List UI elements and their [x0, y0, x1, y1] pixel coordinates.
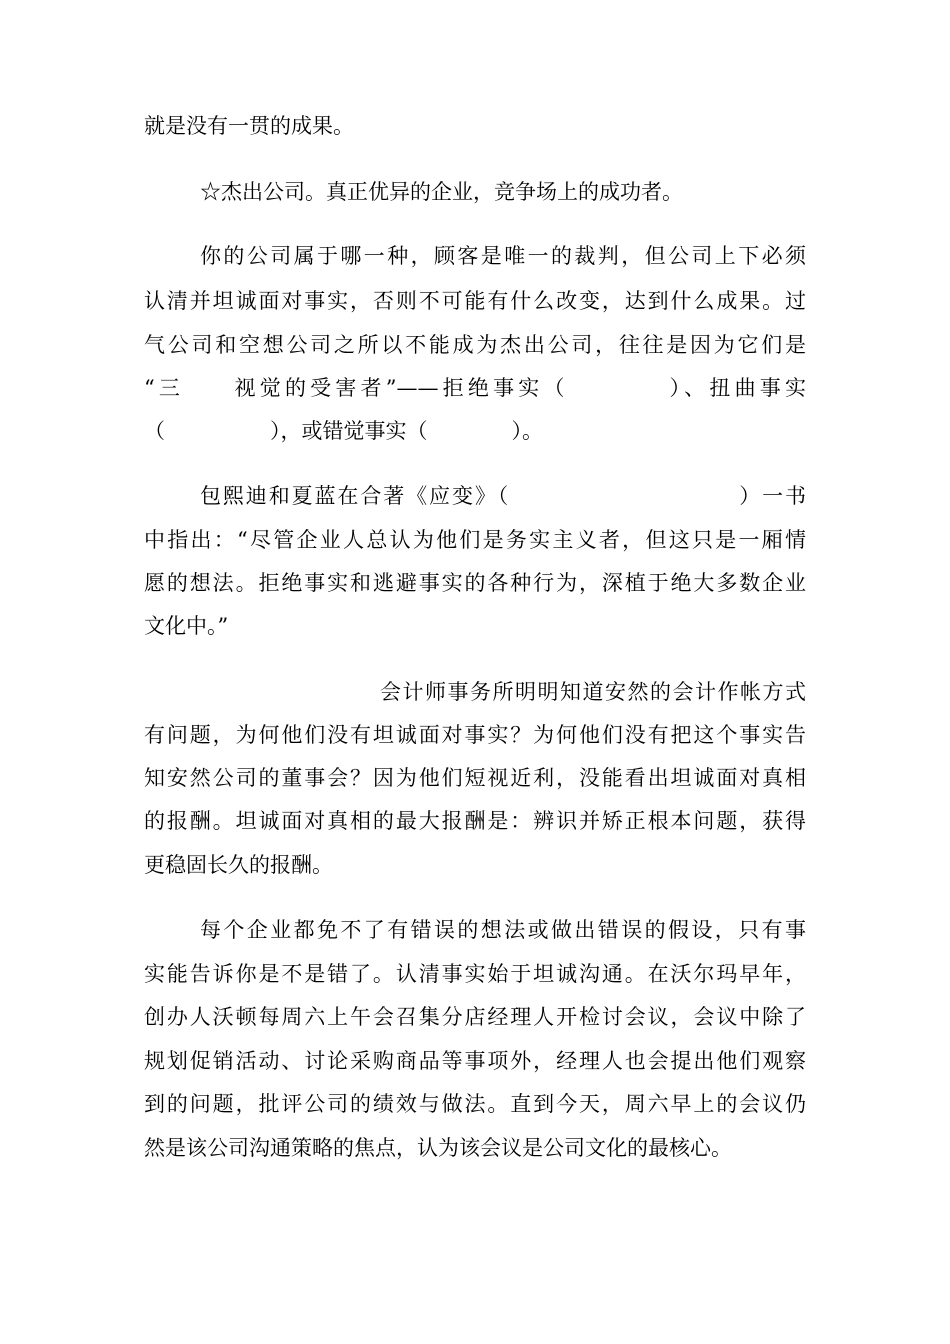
text-line: “三 视觉的受害者”——拒绝事实（ ）、扭曲事实	[144, 376, 806, 400]
text-line: 的报酬。坦诚面对真相的最大报酬是：辨识并矫正根本问题，获得	[144, 809, 806, 833]
text-line: 每个企业都免不了有错误的想法或做出错误的假设，只有事	[200, 918, 806, 942]
text-line: 愿的想法。拒绝事实和逃避事实的各种行为，深植于绝大多数企业	[144, 571, 806, 595]
text-line: 到的问题，批评公司的绩效与做法。直到今天，周六早上的会议仍	[144, 1092, 806, 1116]
text-line: 文化中。”	[144, 614, 229, 638]
text-line: 实能告诉你是不是错了。认清事实始于坦诚沟通。在沃尔玛早年，	[144, 962, 806, 986]
text-line: ☆杰出公司。真正优异的企业，竞争场上的成功者。	[200, 180, 683, 204]
text-line: 知安然公司的董事会？因为他们短视近利，没能看出坦诚面对真相	[144, 766, 806, 790]
text-line: 然是该公司沟通策略的焦点，认为该会议是公司文化的最核心。	[144, 1136, 732, 1160]
text-line: 更稳固长久的报酬。	[144, 853, 333, 877]
text-line: 创办人沃顿每周六上午会召集分店经理人开检讨会议，会议中除了	[144, 1005, 806, 1029]
text-line: 会计师事务所明明知道安然的会计作帐方式	[380, 680, 806, 704]
text-line: 包熙迪和夏蓝在合著《应变》（ ）一书	[200, 484, 806, 508]
text-line: （ ），或错觉事实（ ）。	[144, 419, 543, 443]
text-line: 有问题，为何他们没有坦诚面对事实？为何他们没有把这个事实告	[144, 723, 806, 747]
text-line: 你的公司属于哪一种，顾客是唯一的裁判，但公司上下必须	[200, 244, 806, 268]
text-line: 规划促销活动、讨论采购商品等事项外，经理人也会提出他们观察	[144, 1049, 806, 1073]
text-line: 就是没有一贯的成果。	[144, 114, 354, 138]
text-line: 气公司和空想公司之所以不能成为杰出公司，往往是因为它们是	[144, 333, 806, 357]
text-line: 认清并坦诚面对事实，否则不可能有什么改变，达到什么成果。过	[144, 289, 806, 313]
text-line: 中指出：“尽管企业人总认为他们是务实主义者，但这只是一厢情	[144, 528, 806, 552]
